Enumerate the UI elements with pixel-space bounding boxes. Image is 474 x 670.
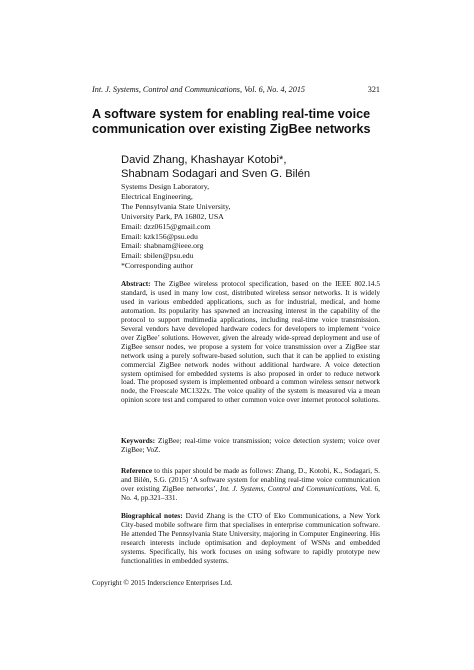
article-title: A software system for enabling real-time voice communication over existing ZigBee networks [92,107,371,136]
reference-journal: Int. J. Systems, Control and Communications [219,483,356,493]
affiliation-line: Electrical Engineering, [121,191,193,201]
keywords-label: Keywords: [121,436,156,445]
email-line: Email: dzz0615@gmail.com [121,221,211,231]
page-number: 321 [367,85,380,94]
authors-line-2: Shabnam Sodagari and Sven G. Bilén [121,168,311,180]
affiliation-block [121,182,381,271]
reference-label: Reference [121,466,153,475]
reference-text: to this paper should be made as follows: Zhang, D., Kotobi, K., Sodagari, S. and Bilén, S.G. (2015) ‘A software system for enabling real-time voice communication over existing ZigBee networks’, [121,466,381,493]
abstract-text: The ZigBee wireless protocol specification, based on the IEEE 802.14.5 standard, is used in many low cost, distributed wireless sensor networks. It is widely used in various embedded applications, such as for industrial, medical, and home automation. Its popularity has spawned an increasing interest in the capability of the protocol to support multimedia applications, including real-time voice transmission. Several vendors have developed hardware codecs for developers to implement ‘voice over ZigBee’ solutions. However, given the already wide-spread deployment and use of ZigBee sensor nodes, we propose a system for voice transmission over a ZigBee star network using a purely software-based solution, such that it can be applied to existing commercial ZigBee network nodes without additional hardware. A voice detection system optimised for embedded systems is also proposed in order to reduce network load. The proposed system is implemented onboard a common wireless sensor network node, the Freescale MC1322x. The voice quality of the system is measured via a mean opinion score test and compared to other common voice over internet protocol solutions. [121,279,380,405]
bio-text: David Zhang is the CTO of Eko Communications, a New York City-based mobile software firm that specialises in enterprise communication software. He attended The Pennsylvania State University, majoring in Computer Engineering. His research interests include optimisation and deployment of WSNs and embedded systems. Specifically, his work focuses on using software to rapidly prototype new functionalities in embedded systems. [121,511,380,565]
email-line: Email: kzk156@psu.edu [121,231,198,241]
bio-label: Biographical notes: [121,511,183,520]
affiliation-line: Systems Design Laboratory, [121,182,210,191]
copyright-notice: Copyright © 2015 Inderscience Enterprises Ltd. [92,578,233,587]
reference-volume: , Vol. 6, No. 4, pp.321–331. [121,483,380,502]
corresponding-author-note: *Corresponding author [121,261,194,271]
email-line: Email: sbilen@psu.edu [121,251,194,261]
email-line: Email: shabnam@ieee.org [121,241,204,251]
abstract-label: Abstract: [121,279,151,288]
journal-citation: Int. J. Systems, Control and Communications, Vol. 6, No. 4, 2015 [92,85,306,94]
affiliation-line: The Pennsylvania State University, [121,201,231,211]
running-header [92,85,380,97]
abstract-section [121,280,380,405]
keywords-section [121,437,380,455]
authors-line-1: David Zhang, Khashayar Kotobi*, [121,154,287,166]
author-list [121,153,391,181]
biographical-notes-section [121,512,380,566]
reference-section [121,467,380,503]
keywords-text: ZigBee; real-time voice transmission; voice detection system; voice over ZigBee; VoZ. [121,436,381,454]
affiliation-line: University Park, PA 16802, USA [121,211,224,221]
